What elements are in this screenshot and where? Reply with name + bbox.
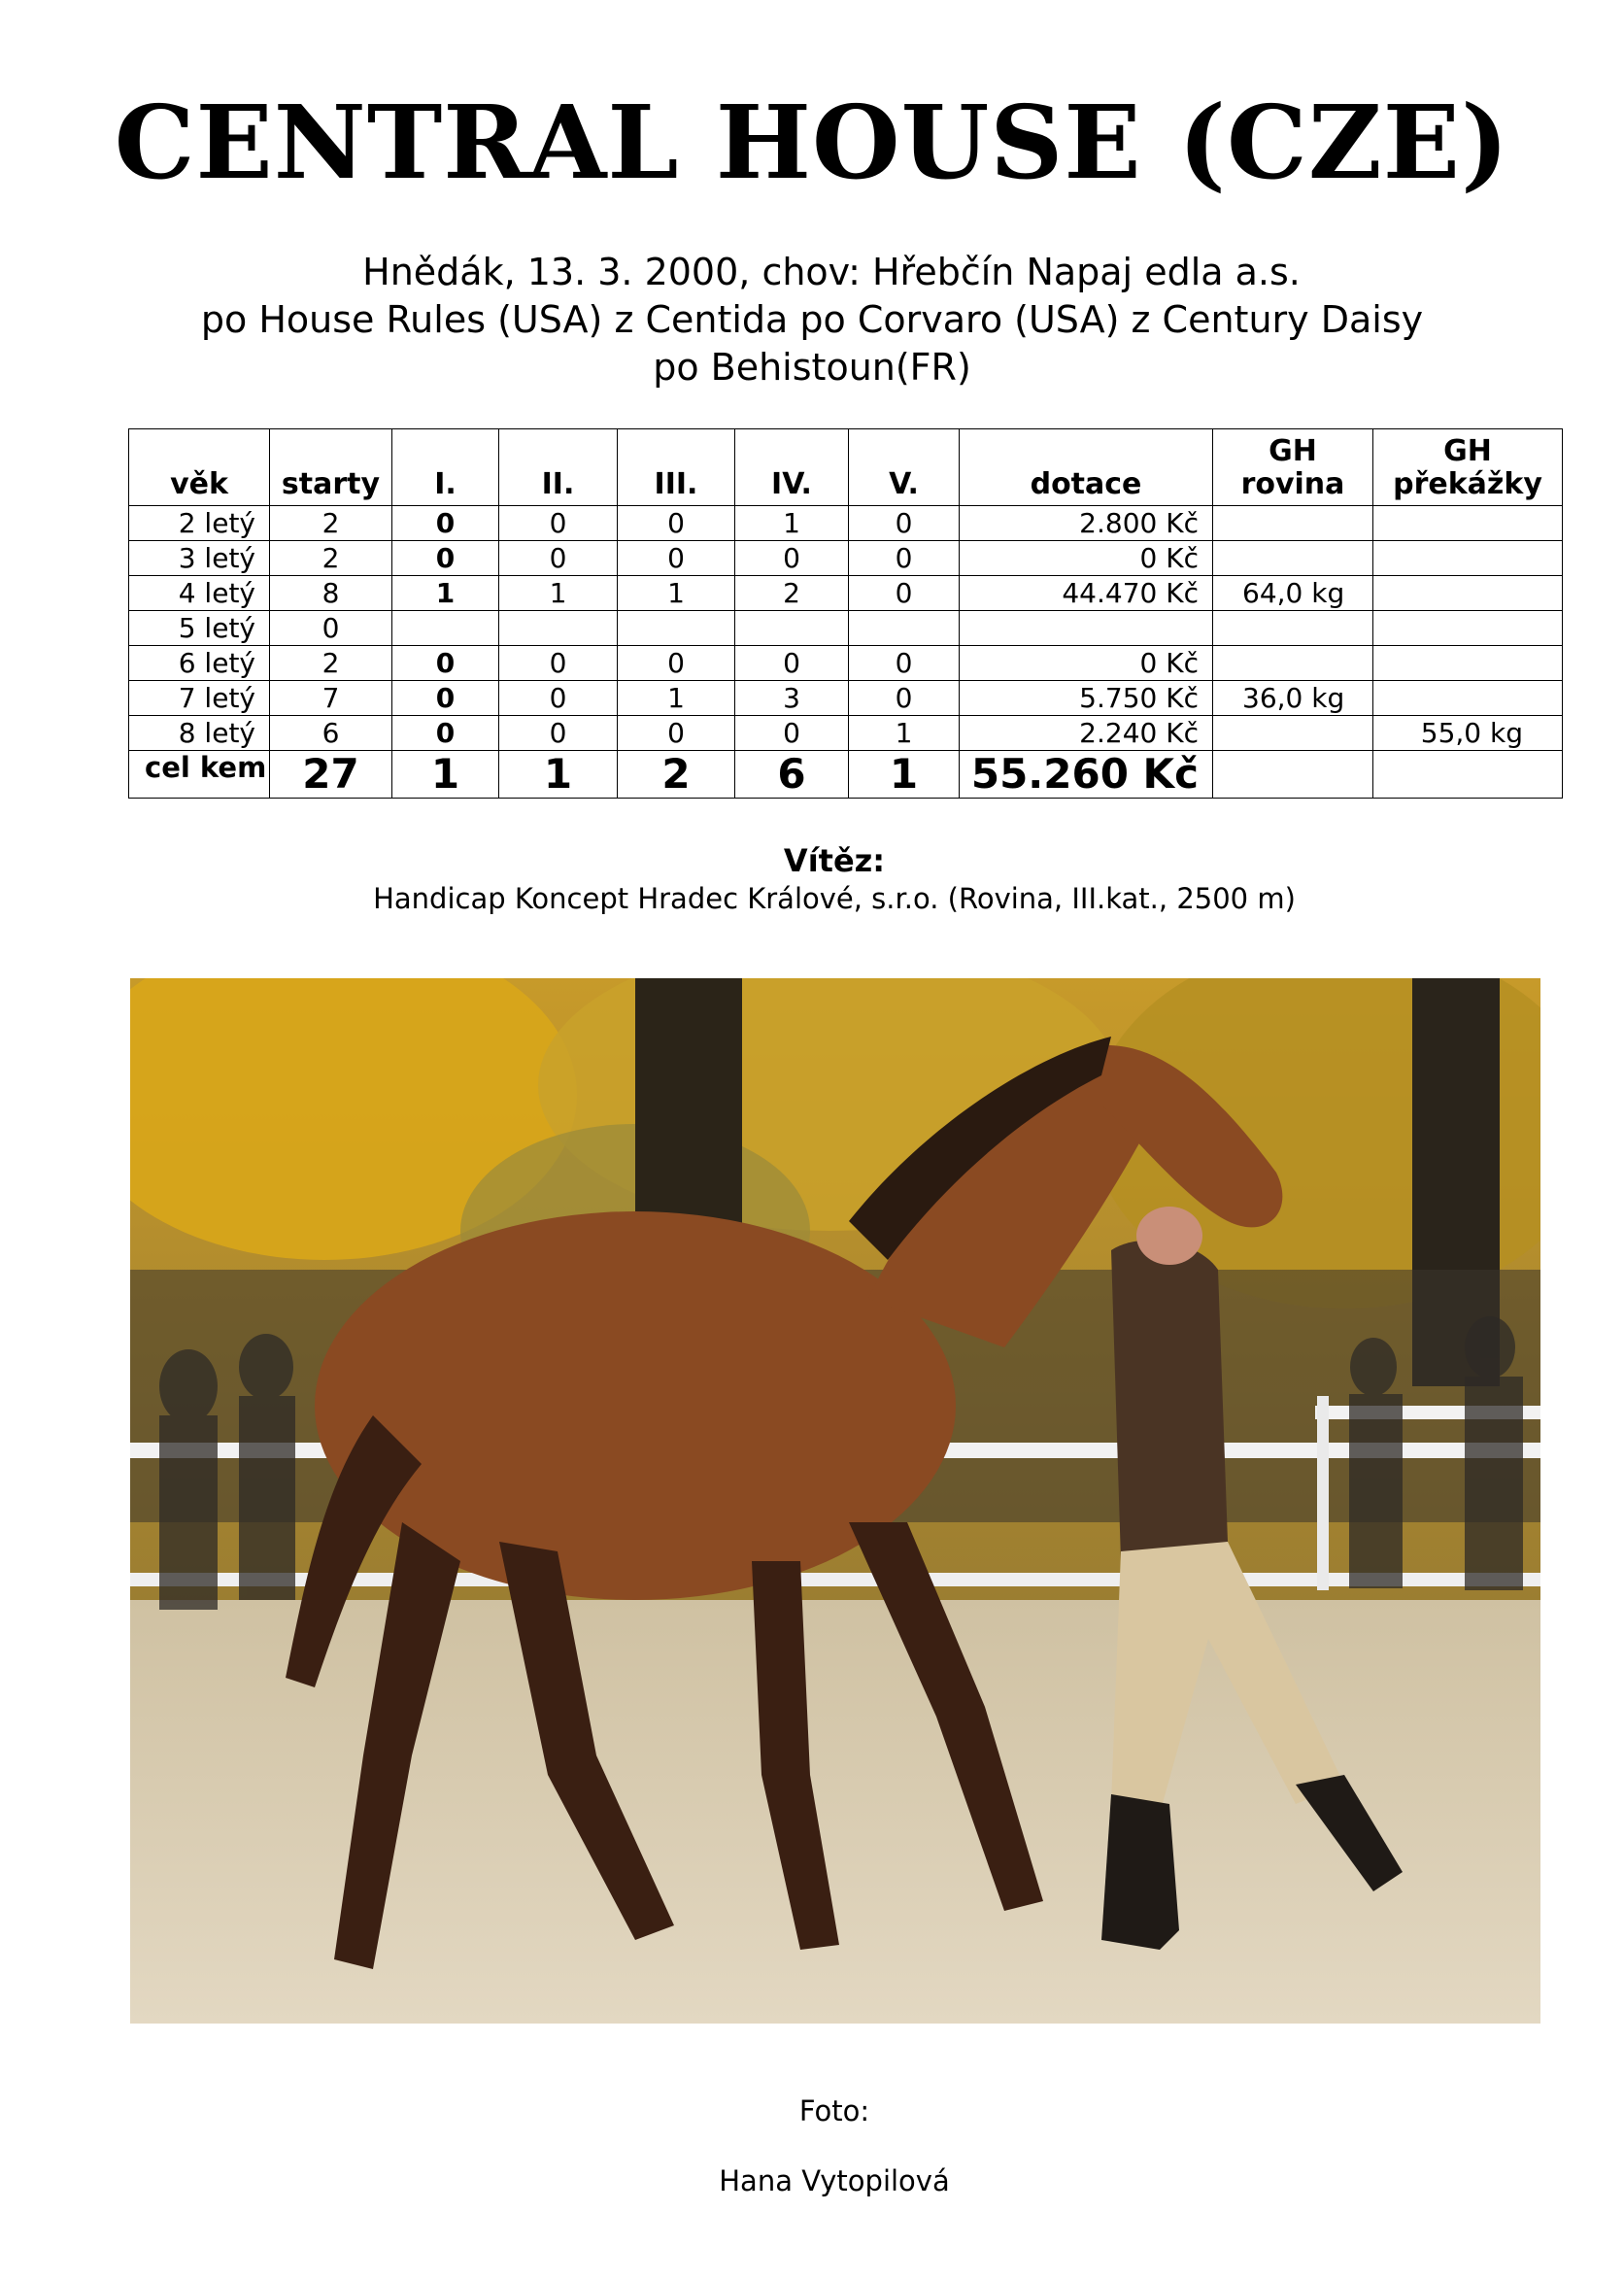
- cell-first: 0: [392, 716, 499, 751]
- col-header-gh-hurdles: [1373, 429, 1563, 506]
- cell-starts: 8: [270, 576, 392, 611]
- table-header-row: [129, 429, 1563, 506]
- cell-fifth: [849, 611, 960, 646]
- cell-first: 0: [392, 541, 499, 576]
- cell-fourth: 3: [735, 681, 849, 716]
- cell-age: 3 letý: [129, 541, 270, 576]
- cell-third: 0: [618, 506, 735, 541]
- horse-photo: [130, 978, 1540, 2024]
- cell-prize: 44.470 Kč: [960, 576, 1213, 611]
- col-header-third: III.: [618, 429, 735, 506]
- total-starts: 27: [270, 751, 392, 799]
- table-row: [129, 576, 1563, 611]
- table-row: [129, 506, 1563, 541]
- cell-starts: 2: [270, 506, 392, 541]
- col-header-gh-flat-line1: GH: [1269, 434, 1317, 468]
- cell-age: 6 letý: [129, 646, 270, 681]
- cell-fourth: 1: [735, 506, 849, 541]
- col-header-gh-hurdles-line2: překážky: [1393, 467, 1542, 501]
- total-second: 1: [499, 751, 618, 799]
- cell-gh-hurdles: [1373, 646, 1563, 681]
- table-row: [129, 541, 1563, 576]
- cell-fifth: 0: [849, 541, 960, 576]
- cell-second: 0: [499, 681, 618, 716]
- col-header-second: II.: [499, 429, 618, 506]
- total-prize: 55.260 Kč: [960, 751, 1213, 799]
- cell-fifth: 0: [849, 576, 960, 611]
- horse-photo-illustration: [130, 978, 1540, 2024]
- cell-age: 4 letý: [129, 576, 270, 611]
- cell-gh-flat: 36,0 kg: [1213, 681, 1373, 716]
- cell-second: 1: [499, 576, 618, 611]
- cell-second: 0: [499, 646, 618, 681]
- total-gh-flat: [1213, 751, 1373, 799]
- total-first: 1: [392, 751, 499, 799]
- photo-credit-author: Hana Vytopilová: [719, 2164, 950, 2197]
- cell-prize: [960, 611, 1213, 646]
- cell-second: 0: [499, 716, 618, 751]
- cell-fourth: 0: [735, 646, 849, 681]
- cell-starts: 0: [270, 611, 392, 646]
- winner-label: Vítěz:: [783, 842, 886, 879]
- total-fifth: 1: [849, 751, 960, 799]
- cell-fifth: 0: [849, 646, 960, 681]
- winner-text: Handicap Koncept Hradec Králové, s.r.o. (Rovina, III.kat., 2500 m): [373, 882, 1296, 915]
- cell-gh-hurdles: [1373, 576, 1563, 611]
- table-total-row: [129, 751, 1563, 799]
- cell-gh-flat: [1213, 506, 1373, 541]
- cell-age: 5 letý: [129, 611, 270, 646]
- table-row: [129, 611, 1563, 646]
- col-header-prize: dotace: [960, 429, 1213, 506]
- cell-age: 7 letý: [129, 681, 270, 716]
- cell-starts: 2: [270, 541, 392, 576]
- cell-third: 1: [618, 576, 735, 611]
- subtitle-line-2: po House Rules (USA) z Centida po Corvaro (USA) z Century Daisy: [200, 298, 1424, 341]
- cell-first: 1: [392, 576, 499, 611]
- cell-first: 0: [392, 646, 499, 681]
- photo-credit-label: Foto:: [798, 2094, 870, 2127]
- cell-fourth: [735, 611, 849, 646]
- cell-second: 0: [499, 506, 618, 541]
- cell-fifth: 0: [849, 681, 960, 716]
- cell-fourth: 0: [735, 716, 849, 751]
- subtitle-line-1: Hnědák, 13. 3. 2000, chov: Hřebčín Napaj edla a.s.: [362, 251, 1301, 293]
- cell-prize: 0 Kč: [960, 646, 1213, 681]
- cell-second: 0: [499, 541, 618, 576]
- table-row: [129, 646, 1563, 681]
- cell-fifth: 1: [849, 716, 960, 751]
- cell-gh-flat: [1213, 541, 1373, 576]
- col-header-gh-hurdles-line1: GH: [1443, 434, 1492, 468]
- total-gh-hurdles: [1373, 751, 1563, 799]
- cell-starts: 2: [270, 646, 392, 681]
- cell-gh-hurdles: [1373, 541, 1563, 576]
- cell-third: 0: [618, 716, 735, 751]
- cell-age: 8 letý: [129, 716, 270, 751]
- total-third: 2: [618, 751, 735, 799]
- col-header-starts: starty: [270, 429, 392, 506]
- cell-gh-flat: [1213, 646, 1373, 681]
- cell-fifth: 0: [849, 506, 960, 541]
- cell-first: [392, 611, 499, 646]
- cell-third: 1: [618, 681, 735, 716]
- cell-fourth: 2: [735, 576, 849, 611]
- cell-prize: 5.750 Kč: [960, 681, 1213, 716]
- cell-prize: 2.240 Kč: [960, 716, 1213, 751]
- col-header-age: věk: [129, 429, 270, 506]
- cell-starts: 6: [270, 716, 392, 751]
- cell-gh-flat: [1213, 611, 1373, 646]
- cell-first: 0: [392, 681, 499, 716]
- cell-first: 0: [392, 506, 499, 541]
- race-stats-table: [128, 428, 1563, 799]
- cell-prize: 2.800 Kč: [960, 506, 1213, 541]
- cell-gh-hurdles: 55,0 kg: [1373, 716, 1563, 751]
- cell-gh-flat: [1213, 716, 1373, 751]
- table-row: [129, 681, 1563, 716]
- cell-second: [499, 611, 618, 646]
- table-row: [129, 716, 1563, 751]
- total-age: cel kem: [129, 751, 270, 799]
- col-header-first: I.: [392, 429, 499, 506]
- total-fourth: 6: [735, 751, 849, 799]
- cell-age: 2 letý: [129, 506, 270, 541]
- cell-third: 0: [618, 646, 735, 681]
- cell-third: 0: [618, 541, 735, 576]
- cell-fourth: 0: [735, 541, 849, 576]
- cell-gh-flat: 64,0 kg: [1213, 576, 1373, 611]
- cell-starts: 7: [270, 681, 392, 716]
- cell-gh-hurdles: [1373, 506, 1563, 541]
- cell-third: [618, 611, 735, 646]
- subtitle-line-3: po Behistoun(FR): [653, 346, 971, 389]
- col-header-gh-flat: [1213, 429, 1373, 506]
- page-title: CENTRAL HOUSE (CZE): [114, 83, 1510, 202]
- col-header-fifth: V.: [849, 429, 960, 506]
- cell-gh-hurdles: [1373, 611, 1563, 646]
- cell-gh-hurdles: [1373, 681, 1563, 716]
- cell-prize: 0 Kč: [960, 541, 1213, 576]
- col-header-gh-flat-line2: rovina: [1240, 467, 1345, 501]
- col-header-fourth: IV.: [735, 429, 849, 506]
